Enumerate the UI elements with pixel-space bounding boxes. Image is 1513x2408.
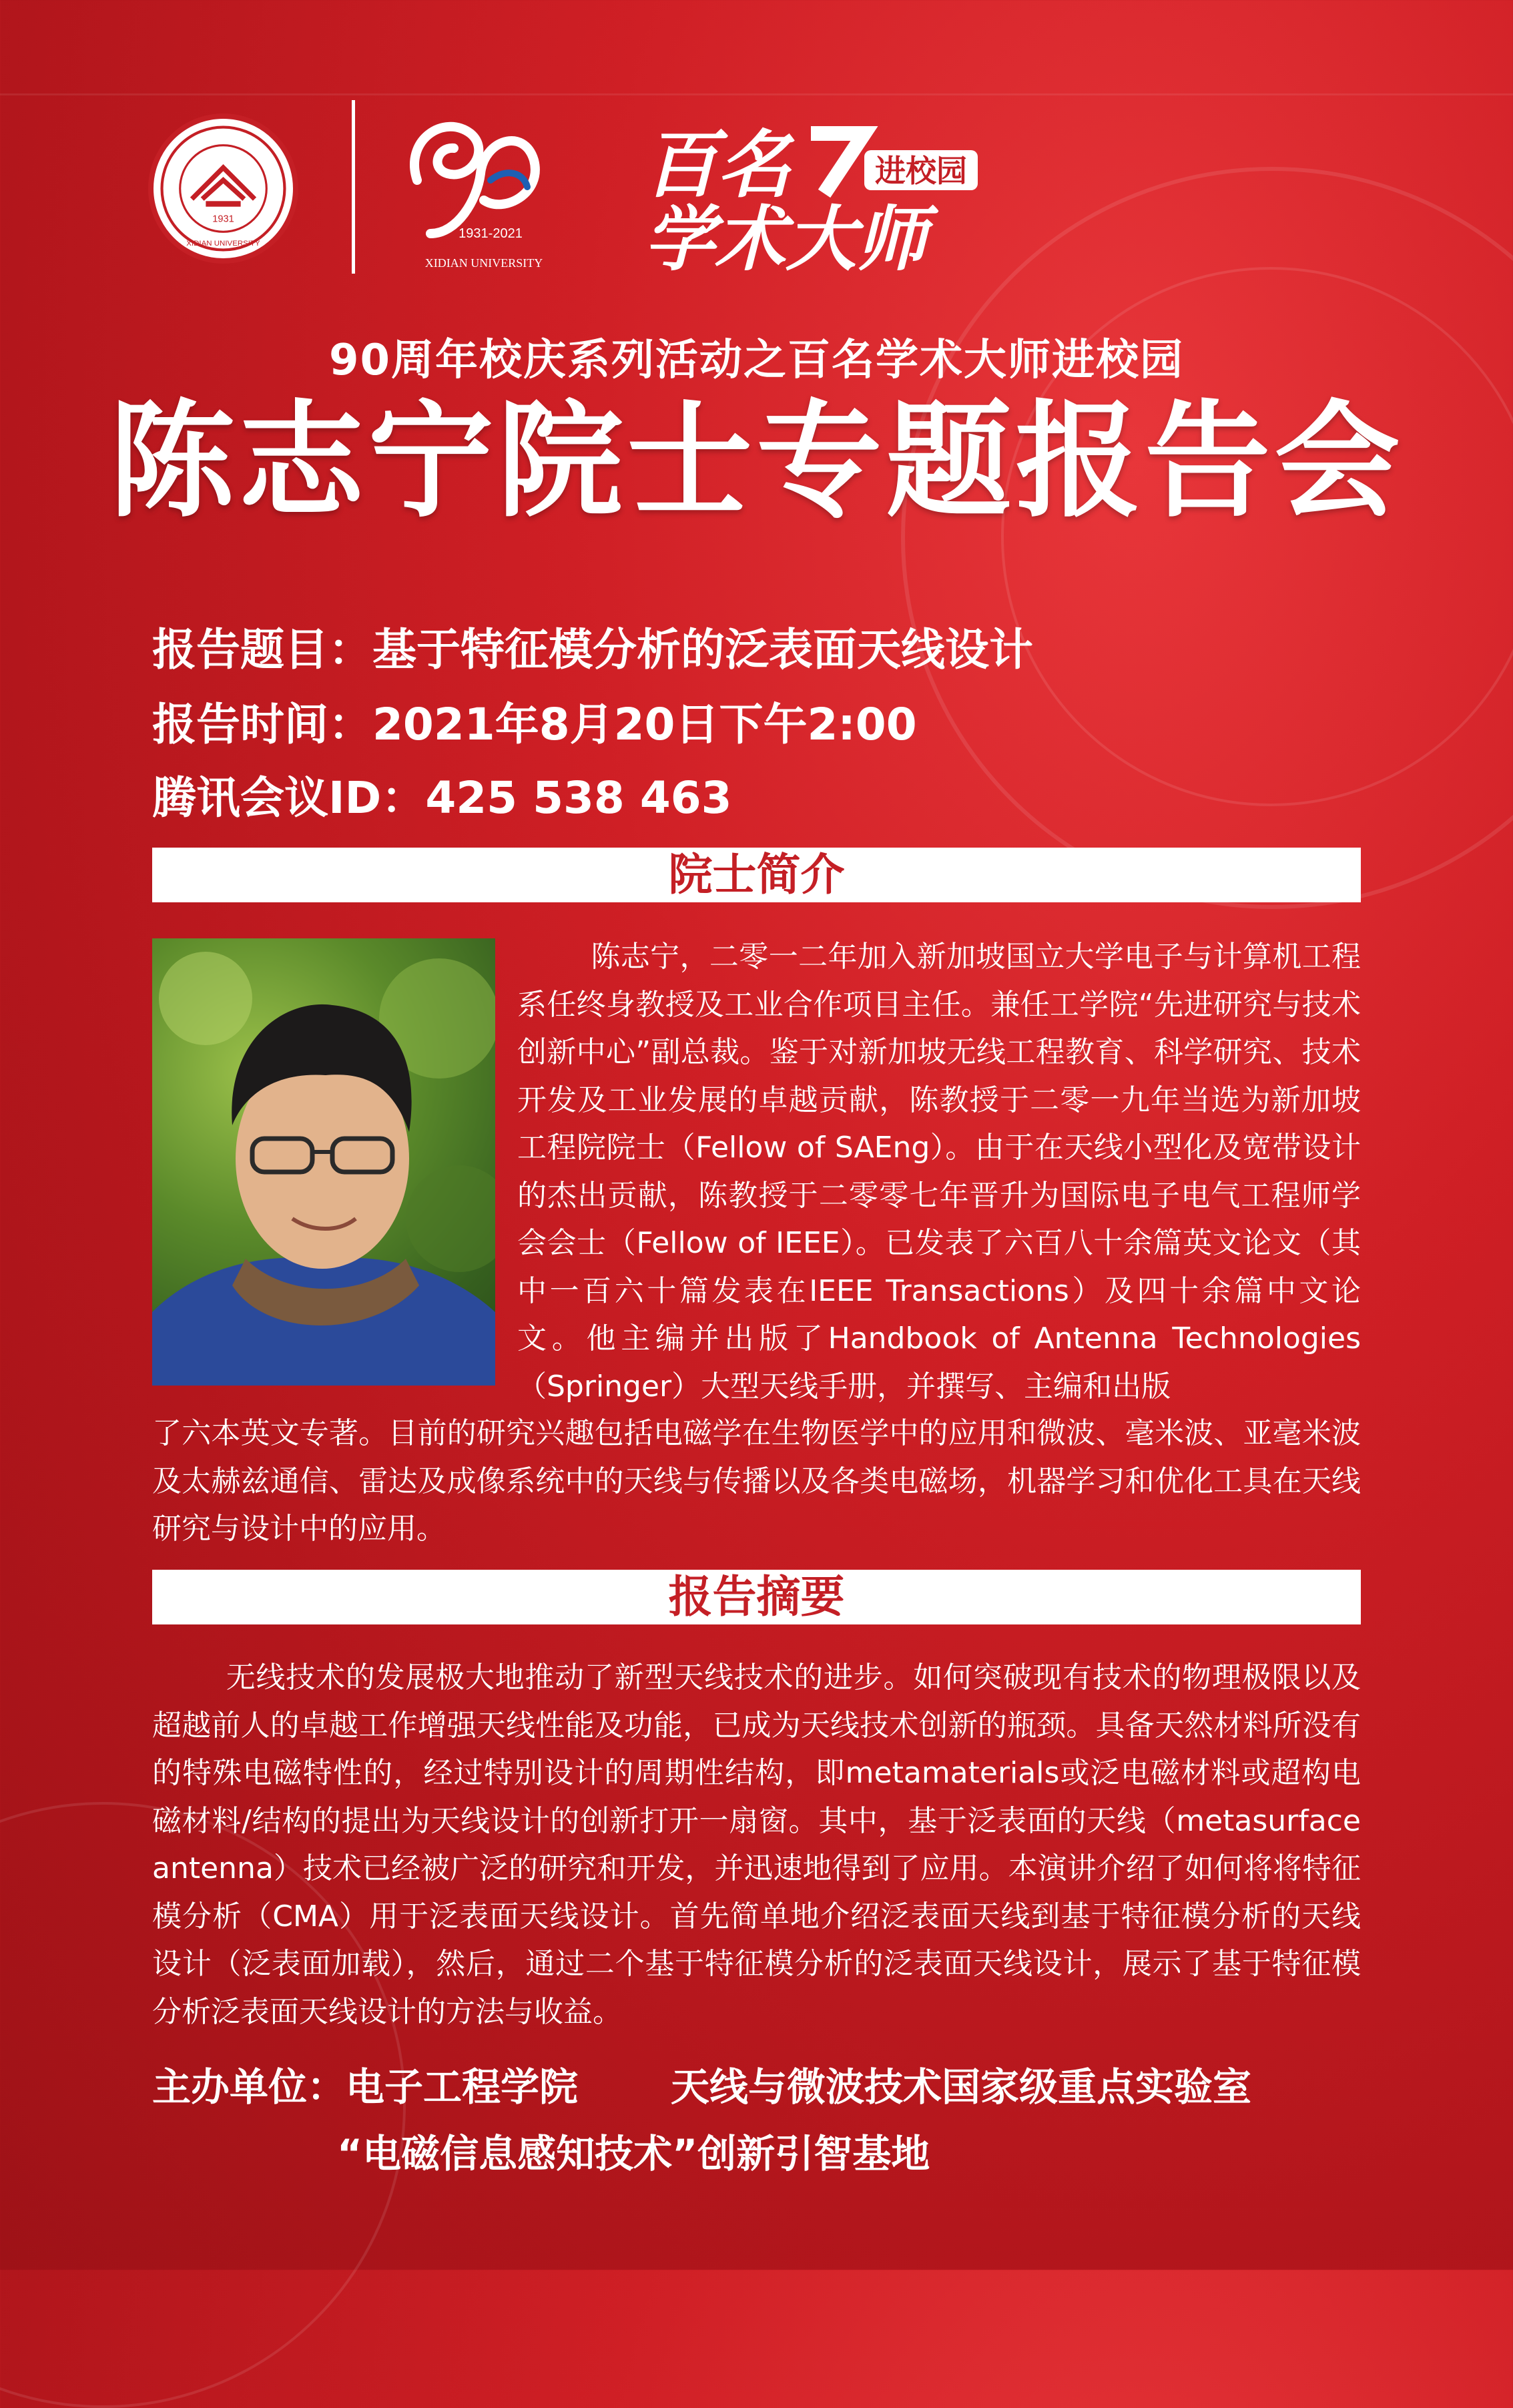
bio-text-top <box>517 933 1361 1410</box>
report-topic: 报告题目：基于特征模分析的泛表面天线设计 <box>152 624 1033 675</box>
anniversary-name: XIDIAN UNIVERSITY <box>424 256 543 270</box>
campaign-line1: 百名 <box>644 122 791 208</box>
speaker-portrait <box>152 938 495 1386</box>
anniversary-years: 1931-2021 <box>459 226 523 241</box>
page-title: 陈志宁院士专题报告会 <box>109 388 1404 535</box>
abstract-text <box>152 1654 1361 2036</box>
abstract-heading: 报告摘要 <box>152 1570 1361 1624</box>
bio-text-top-content: 陈志宁，二零一二年加入新加坡国立大学电子与计算机工程系任终身教授及工业合作项目主任。兼任工学院“先进研究与技术创新中心”副总裁。鉴于对新加坡无线工程教育、科学研究、技术开发及工业发展的卓越贡献，陈教授于二零一九年当选为新加坡工程院院士（Fellow of SAEng）。由于在天线小型化及宽带设计的杰出贡献，陈教授于二零零七年晋升为国际电子电气工程师学会会士（Fellow of IEEE）。已发表了六百八十余篇英文论文（其中一百六十篇发表在IEEE Transactions）及四十余篇中文论文。他主编并出版了Handbook of Antenna Technologies（Springer）大型天线手册，并撰写、主编和出版 <box>517 940 1361 1404</box>
organizer-school: 电子工程学院 <box>346 2064 579 2110</box>
bio-text-bottom: 了六本英文专著。目前的研究兴趣包括电磁学在生物医学中的应用和微波、毫米波、亚毫米波及太赫兹通信、雷达及成像系统中的天线与传播以及各类电磁场，机器学习和优化工具在天线研究与设计中的应用。 <box>152 1416 1361 1546</box>
report-time: 报告时间：2021年8月20日下午2:00 <box>152 699 917 750</box>
organizer-label: 主办单位： <box>152 2064 346 2110</box>
campaign-line2: 学术大师 <box>644 198 927 280</box>
seal-years: 1931 <box>212 214 234 225</box>
seal-name: XIDIAN UNIVERSITY <box>186 240 260 248</box>
academic-masters-campus-logo-icon <box>637 120 1011 280</box>
meeting-id: 腾讯会议ID：425 538 463 <box>152 772 732 824</box>
campaign-tag: 进校园 <box>875 153 967 189</box>
organizer-lab: 天线与微波技术国家级重点实验室 <box>671 2064 1252 2110</box>
bio-heading: 院士简介 <box>152 848 1361 902</box>
organizer-base: “电磁信息感知技术”创新引智基地 <box>337 2131 930 2176</box>
90th-anniversary-logo-icon <box>390 100 551 280</box>
abstract-text-content: 无线技术的发展极大地推动了新型天线技术的进步。如何突破现有技术的物理极限以及超越前人的卓越工作增强天线性能及功能，已成为天线技术创新的瓶颈。具备天然材料所没有的特殊电磁特性的，经过特别设计的周期性结构，即metamaterials或泛电磁材料或超构电磁材料/结构的提出为天线设计的创新打开一扇窗。其中，基于泛表面的天线（metasurface antenna）技术已经被广泛的研究和开发，并迅速地得到了应用。本演讲介绍了如何将将特征模分析（CMA）用于泛表面天线设计。首先简单地介绍泛表面天线到基于特征模分析的天线设计（泛表面加载），然后，通过二个基于特征模分析的泛表面天线设计，展示了基于特征模分析泛表面天线设计的方法与收益。 <box>152 1661 1361 2029</box>
xidian-university-seal-icon <box>148 113 298 264</box>
logo-divider <box>352 100 355 274</box>
event-subtitle: 90周年校庆系列活动之百名学术大师进校园 <box>328 336 1185 385</box>
